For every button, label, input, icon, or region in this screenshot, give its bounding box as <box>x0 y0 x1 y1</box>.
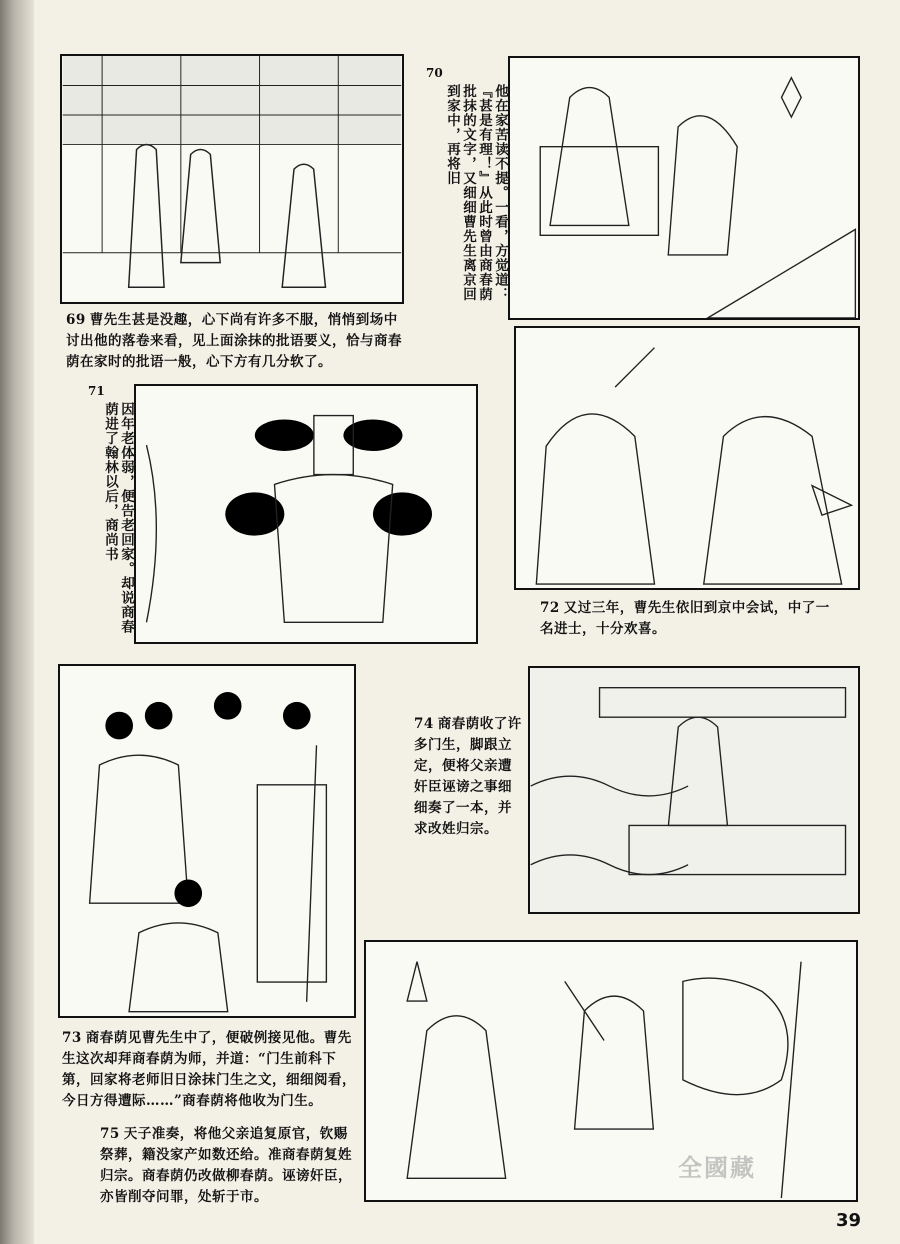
caption-74-text: 商春荫收了许多门生，脚跟立定，便将父亲遭奸臣诬谤之事细细奏了一本，并求改姓归宗。 <box>414 716 522 837</box>
panel-number-73: 73 <box>62 1030 82 1046</box>
illustration-panel-72 <box>514 326 860 590</box>
panel-number-75: 75 <box>100 1126 120 1142</box>
caption-70: 他在家苦读不提。一看，方觉道：『甚是有理！』从此时曾由商春荫批抹的文字，又细细曹先生离京回到家中，再将旧 <box>444 84 508 302</box>
caption-75 <box>100 1124 354 1208</box>
caption-73 <box>62 1028 360 1112</box>
illustration-panel-75 <box>364 940 858 1202</box>
illustration-panel-69 <box>60 54 404 304</box>
caption-72-text: 又过三年，曹先生依旧到京中会试，中了一名进士，十分欢喜。 <box>540 600 830 637</box>
caption-72 <box>540 598 840 640</box>
caption-71: 因年老体弱，便告老回家。却说商春荫进了翰林以后，商尚书 <box>102 402 134 634</box>
illustration-panel-71 <box>134 384 478 644</box>
watermark: 全國藏 <box>678 1154 756 1182</box>
illustration-panel-73 <box>58 664 356 1018</box>
book-spine-shadow <box>0 0 34 1244</box>
panel-number-72: 72 <box>540 600 560 616</box>
caption-75-text: 天子准奏，将他父亲追复原官，钦赐祭葬，籍没家产如数还给。准商春荫复姓归宗。商春荫仍改做柳春荫。诬谤奸臣，亦皆削夺问罪，处斩于市。 <box>100 1126 352 1205</box>
caption-74 <box>414 714 522 840</box>
caption-73-text: 商春荫见曹先生中了，便破例接见他。曹先生这次却拜商春荫为师，并道：“门生前科下第，回家将老师旧日涂抹门生之文，细细阅看，今日方得遭际……”商春荫将他收为门生。 <box>62 1030 356 1109</box>
panel-number-74: 74 <box>414 716 434 732</box>
illustration-panel-70 <box>508 56 860 320</box>
illustration-panel-74 <box>528 666 860 914</box>
caption-69 <box>66 310 406 373</box>
panel-number-69: 69 <box>66 312 86 328</box>
caption-69-text: 曹先生甚是没趣，心下尚有许多不服，悄悄到场中讨出他的落卷来看，见上面涂抹的批语要义，恰与商春荫在家时的批语一般，心下方有几分软了。 <box>66 312 402 370</box>
panel-number-70: 70 <box>426 66 443 80</box>
panel-number-71: 71 <box>88 384 105 398</box>
page-number: 39 <box>836 1210 862 1231</box>
